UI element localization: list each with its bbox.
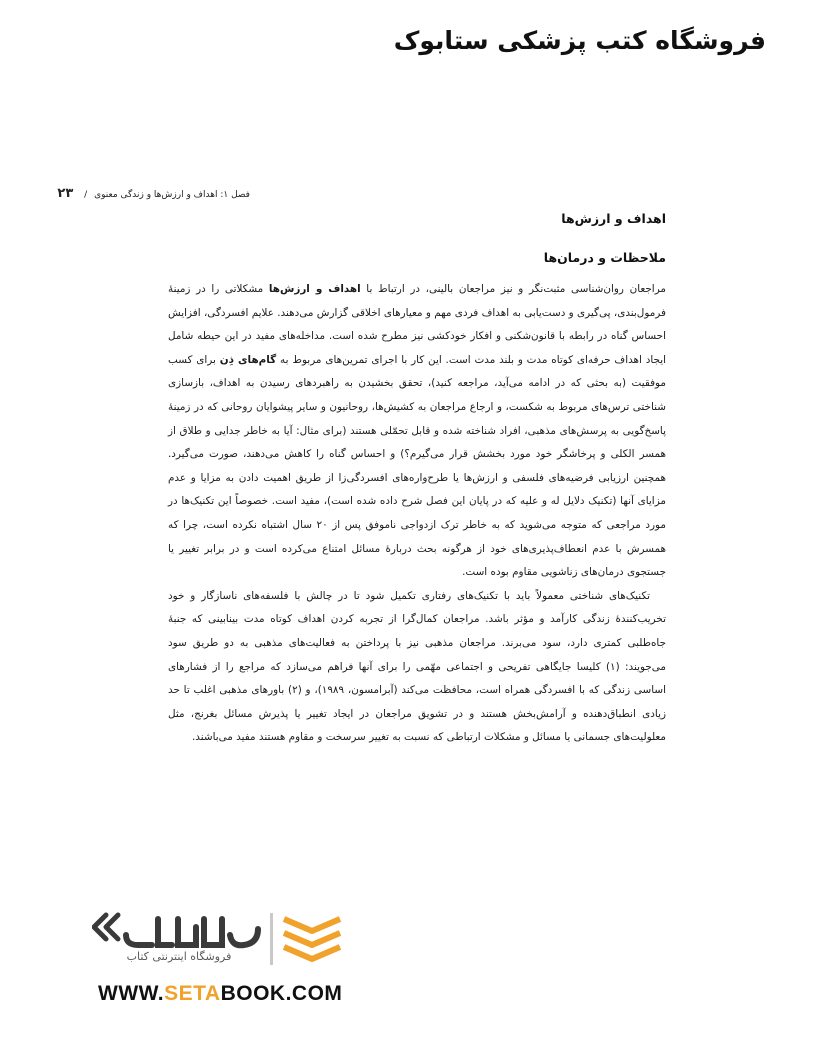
- chapter-title: فصل ۱: اهداف و ارزش‌ها و زندگی معنوی: [94, 190, 250, 200]
- brand-tagline: فروشگاه اینترنتی کتاب: [126, 950, 232, 963]
- running-head: [57, 186, 250, 201]
- paragraph-1: [168, 278, 666, 585]
- subsection-heading: ملاحظات و درمان‌ها: [543, 250, 666, 265]
- setabook-logo-graphic: [92, 905, 362, 975]
- book-logo-icon: [284, 919, 340, 959]
- bold-term-zen-steps: گام‌های ذِن: [219, 353, 277, 366]
- chevron-left-icon-2: [106, 915, 118, 939]
- brand-url-accent: SETA: [164, 982, 221, 1005]
- store-title: فروشگاه کتب پزشکی ستابوک: [393, 26, 766, 55]
- brand-url: [98, 982, 342, 1006]
- paragraph-1-text-b: مشکلاتی را در زمینهٔ فرمول‌بندی، پی‌گیری و دست‌یابی به اهداف فردی مهم و معیارهای اخلاقی گزارش می‌دهند. علایم افسردگی، افزایش احساس گناه در رابطه با قانون‌شکنی و افکار خودکشی نیز مطرح شده است. مداخله‌های مفید در این حیطه شامل ایجاد اهداف حرفه‌ای کوتاه مدت و بلند مدت است. این کار با اجرای تمرین‌های مربوط به: [168, 283, 667, 366]
- body-text: [168, 278, 666, 750]
- running-head-separator: /: [84, 190, 88, 200]
- paragraph-2: تکنیک‌های شناختی معمولاً باید با تکنیک‌های رفتاری تکمیل شود تا در چالش با فلسفه‌های ناسازگار و خود تخریب‌کنندهٔ زندگی کارآمد و مؤثر باشد. مراجعان کمال‌گرا از تجربه کردن اهداف کوتاه مدت بینابینی که جنبهٔ جاه‌طلبی کمتری دارد، سود می‌برند. مراجعان مذهبی نیز با پرداختن به فعالیت‌های مذهبی به دو طریق سود می‌جویند: (۱) کلیسا جایگاهی تفریحی و اجتماعی مهّمی را برای آنها فراهم می‌سازد که مراجع را از فشارهای اساسی زندگی که با افسردگی همراه است، محافظت می‌کند (آبرامسون، ۱۹۸۹)، و (۲) باورهای مذهبی اغلب تا حد زیادی انطباق‌دهنده و آرامش‌بخش هستند و در تشویق مراجعان در ایجاد تغییر یا پذیرش مسائل بغرنج، مثل معلولیت‌های جسمانی یا مسائل و مشکلات ارتباطی که نسبت به تغییر سرسخت و مقاوم هستند مفید می‌باشند.: [168, 589, 667, 744]
- page-number: ۲۳: [57, 186, 74, 201]
- bold-term-goals-values: اهداف و ارزش‌ها: [268, 283, 361, 295]
- brand-url-suffix: BOOK.COM: [220, 982, 343, 1005]
- brand-url-prefix: WWW.: [98, 982, 165, 1005]
- logo-wordmark-icon: [126, 919, 258, 945]
- paragraph-1-text-c: برای کسب موفقیت (به بحثی که در ادامه می‌آید، مراجعه کنید)، تحقق بخشیدن به راهبردهای رسیدن به اهداف، بازسازی شناختی ترس‌های مربوط به شکست، و ارجاع مراجعان به کشیش‌ها، روحانیون و سایر پیشوایان روحانی که در زمینهٔ پاسخ‌گویی به پرسش‌های مذهبی، افراد شناخته شده و قابل تحمّلی هستند (برای مثال: آیا به خاطر جدایی و طلاق از همسر الکلی و پرخاشگر خود مورد بخشش قرار می‌گیرم؟) و احساس گناه را کاهش می‌دهند، صورت می‌گیرد. همچنین ارزیابی فرضیه‌های فلسفی و ارزش‌ها یا طرح‌واره‌های افسردگی‌زا از طریق اهمیت دادن به مزایا و عدم مزایای آنها (تکنیک دلایل له و علیه که در پایان این فصل شرح داده شده است)، مفید است. خصوصاً این تکنیک‌ها در مورد مراجعی که متوجه می‌شوید که به خاطر ترک ازدواجی ناموفق پس از ۲۰ سال اشتباه نکرده است، چرا که همسرش با عدم انعطاف‌پذیری‌های خود از هرگونه بحث دربارهٔ مسائل امتناع می‌کرده است و در برابر تغییر یا جستجوی درمان‌های زناشویی مقاوم بوده است.: [168, 353, 666, 579]
- logo-divider: [270, 913, 273, 965]
- section-heading: اهداف و ارزش‌ها: [561, 211, 666, 226]
- paragraph-1-text-a: مراجعان روان‌شناسی مثبت‌نگر و نیز مراجعان بالینی، در ارتباط با: [360, 283, 666, 295]
